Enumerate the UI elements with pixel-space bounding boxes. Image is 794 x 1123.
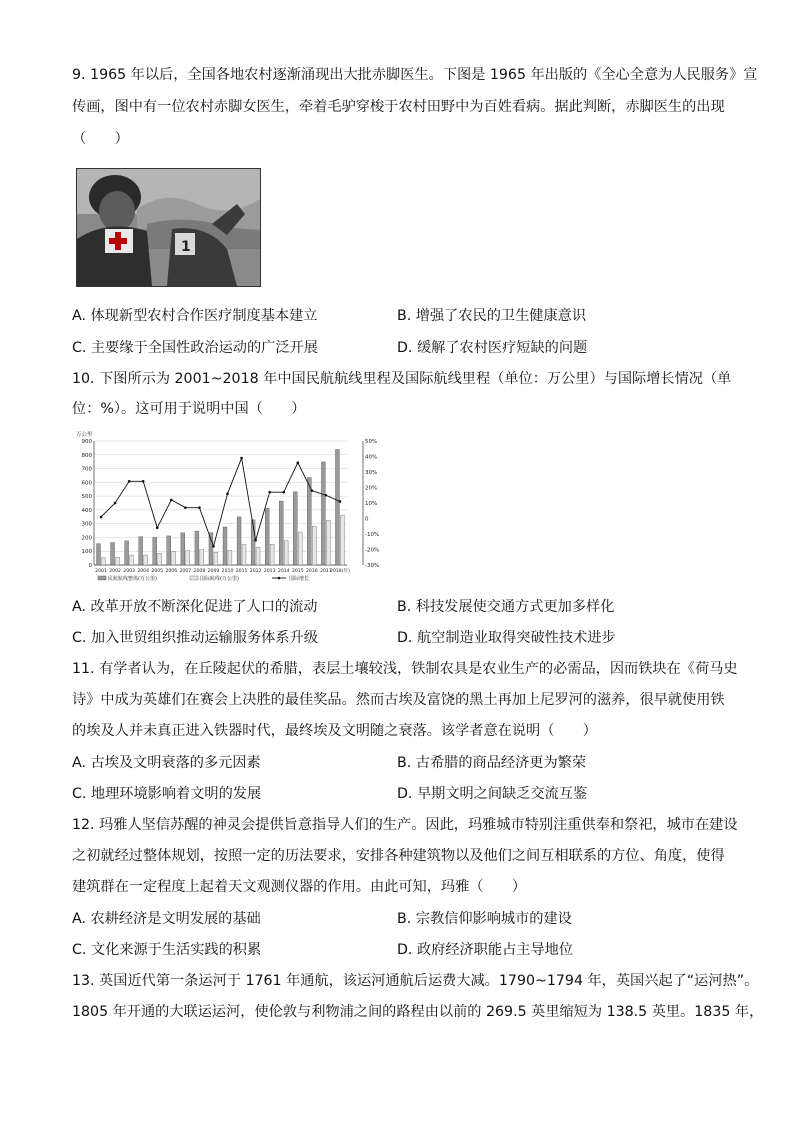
q9-option-a[interactable]: A. 体现新型农村合作医疗制度基本建立 [72,308,318,324]
bar-international [326,520,330,565]
x-tick-label: 2009 [207,569,220,574]
growth-point [114,502,117,505]
q10-option-b[interactable]: B. 科技发展使交通方式更加多样化 [397,599,615,615]
x-tick-label: 2012 [249,569,262,574]
growth-point [128,480,131,483]
bar-domestic [167,536,171,565]
y-tick-label: 600 [81,480,92,487]
bar-international [186,551,190,565]
x-tick-label: 2002 [109,569,121,574]
y2-tick-label: -20% [365,547,380,554]
y-tick-label: 400 [81,507,92,514]
q11-option-c[interactable]: C. 地理环境影响着文明的发展 [72,786,262,802]
bar-international [130,555,134,565]
x-tick-label: 2015 [291,569,304,574]
y-tick-label: 200 [81,535,92,542]
bar-domestic [335,450,339,565]
bar-domestic [321,462,325,565]
bar-domestic [97,544,101,565]
bar-domestic [223,527,227,565]
q11-stem-line: 11. 有学者认为，在丘陵起伏的希腊，表层土壤较浅，铁制农具是农业生产的必需品，因而铁块在《荷马史 [72,661,738,677]
legend-label: 国际航线(万公里) [200,576,239,582]
y2-tick-label: -10% [365,532,380,538]
bar-international [158,553,162,565]
q9-option-b[interactable]: B. 增强了农民的卫生健康意识 [397,308,587,324]
y-tick-label: 700 [81,466,92,473]
y-tick-label: 800 [81,452,92,459]
x-tick-label: 2008 [193,569,206,574]
legend-swatch-domestic [98,576,106,580]
x-tick-label: 2003 [123,569,135,574]
growth-point [170,499,173,502]
bar-international [200,550,204,565]
q11-stem-line: 诗》中成为英雄们在赛会上决胜的最佳奖品。然而古埃及富饶的黑土再加上尼罗河的滋养，很早就使用铁 [72,692,725,708]
bar-international [270,544,274,565]
y2-tick-label: 10% [365,501,378,507]
q11-stem-line: 的埃及人并未真正进入铁器时代，最终埃及文明随之衰落。该学者意在说明（ ） [72,723,597,739]
growth-point [311,489,314,492]
bar-international [256,547,260,565]
bar-domestic [293,492,297,565]
x-tick-label: 2016 [306,569,318,574]
x-tick-label: 2018(年) [330,569,350,574]
q9-option-d[interactable]: D. 缓解了农村医疗短缺的问题 [397,340,588,356]
growth-point [142,480,145,483]
x-tick-label: 2011 [235,569,248,574]
growth-line [101,458,340,546]
growth-point [339,500,342,503]
x-tick-label: 2001 [95,569,107,574]
q10-stem-line: 位：%）。这可用于说明中国（ ） [72,401,306,417]
q12-stem-line: 12. 玛雅人坚信苏醒的神灵会提供旨意指导人们的生产。因此，玛雅城市特别注重供奉和祭祀，城市在建设 [72,817,738,833]
bar-international [116,557,120,565]
y-tick-label: 100 [81,549,92,556]
legend-swatch-growth-dot [278,577,281,580]
bar-domestic [125,541,129,565]
aviation-chart [72,427,390,587]
q12-stem-line: 建筑群在一定程度上起着天文观测仪器的作用。由此可知，玛雅（ ） [72,879,527,895]
x-tick-label: 2013 [263,569,276,574]
y2-tick-label: 30% [365,470,378,476]
bar-domestic [237,517,241,565]
q12-stem-line: 之初就经过整体规划，按照一定的历法要求，安排各种建筑物以及他们之间互相联系的方位、角度，使得 [72,848,725,864]
q10-option-a[interactable]: A. 改革开放不断深化促进了人口的流动 [72,599,318,615]
growth-point [268,491,271,494]
q12-option-a[interactable]: A. 农耕经济是文明发展的基础 [72,911,261,927]
q10-option-c[interactable]: C. 加入世贸组织推动运输服务体系升级 [72,630,318,646]
q11-option-d[interactable]: D. 早期文明之间缺乏交流互鉴 [397,786,588,802]
bar-domestic [153,537,157,565]
legend-label: 国际增长 [289,576,310,582]
y-tick-label: 300 [81,521,92,528]
bar-domestic [209,533,213,565]
bar-domestic [181,533,185,565]
x-tick-label: 2006 [165,569,178,574]
growth-point [226,492,229,495]
growth-point [240,457,243,460]
growth-point [325,494,328,497]
q12-option-d[interactable]: D. 政府经济职能占主导地位 [397,942,574,958]
bar-international [242,544,246,565]
x-tick-label: 2014 [277,569,290,574]
q11-option-a[interactable]: A. 古埃及文明衰落的多元因素 [72,755,261,771]
x-tick-label: 2004 [137,569,150,574]
bar-international [340,515,344,565]
left-axis-unit: 万公里 [76,432,93,438]
q13-stem-line: 1805 年开通的大联运运河，使伦敦与利物浦之间的路程由以前的 269.5 英里缩短为 138.5 英里。1835 年， [72,1004,764,1020]
y-tick-label: 900 [81,439,92,445]
q9-stem-line: 9. 1965 年以后，全国各地农村逐渐涌现出大批赤脚医生。下图是 1965 年出版的《全心全意为人民服务》宣 [72,67,758,83]
y-tick-label: 500 [81,494,92,501]
growth-point [282,491,285,494]
bar-domestic [139,537,143,565]
y2-tick-label: -30% [365,563,380,569]
x-tick-label: 2017 [320,569,332,574]
bar-international [101,558,105,565]
growth-point [212,545,215,548]
bar-domestic [265,508,269,565]
y2-tick-label: 40% [365,454,378,461]
propaganda-painting-image [76,168,261,287]
q12-option-b[interactable]: B. 宗教信仰影响城市的建设 [397,911,572,927]
bar-domestic [195,531,199,565]
x-tick-label: 2005 [151,569,164,574]
growth-point [156,527,159,530]
bar-international [284,541,288,565]
bar-international [312,526,316,565]
bar-international [228,550,232,565]
q11-option-b[interactable]: B. 古希腊的商品经济更为繁荣 [397,755,587,771]
growth-point [100,516,103,519]
q12-option-c[interactable]: C. 文化来源于生活实践的积累 [72,942,262,958]
x-tick-label: 2010 [221,569,234,574]
q13-stem-line: 13. 英国近代第一条运河于 1761 年通航，该运河通航后运费大减。1790~1794 年，英国兴起了“运河热”。 [72,973,759,989]
y-tick-label: 0 [88,563,92,569]
q9-option-c[interactable]: C. 主要缘于全国性政治运动的广泛开展 [72,340,318,356]
y2-tick-label: 50% [365,439,378,445]
bar-international [214,552,218,565]
q9-stem-line: 传画，图中有一位农村赤脚女医生，牵着毛驴穿梭于农村田野中为百姓看病。据此判断，赤脚医生的出现 [72,99,725,115]
growth-point [297,461,300,464]
q10-option-d[interactable]: D. 航空制造业取得突破性技术进步 [397,630,616,646]
bar-international [172,552,176,565]
svg-text:1: 1 [181,239,191,255]
growth-point [198,506,201,509]
q10-stem-line: 10. 下图所示为 2001~2018 年中国民航航线里程及国际航线里程（单位：万公里）与国际增长情况（单 [72,371,732,387]
legend-swatch-international [190,576,198,580]
x-tick-label: 2007 [179,569,192,574]
y2-tick-label: 0 [365,516,369,523]
bar-international [298,532,302,565]
bar-international [144,555,148,565]
y2-tick-label: 20% [365,485,378,492]
growth-point [254,539,257,542]
growth-point [184,506,187,509]
bar-domestic [279,501,283,565]
q9-stem-line: （ ） [72,131,129,147]
legend-label: 民航航线整体(万公里) [108,576,157,582]
bar-domestic [111,543,115,565]
